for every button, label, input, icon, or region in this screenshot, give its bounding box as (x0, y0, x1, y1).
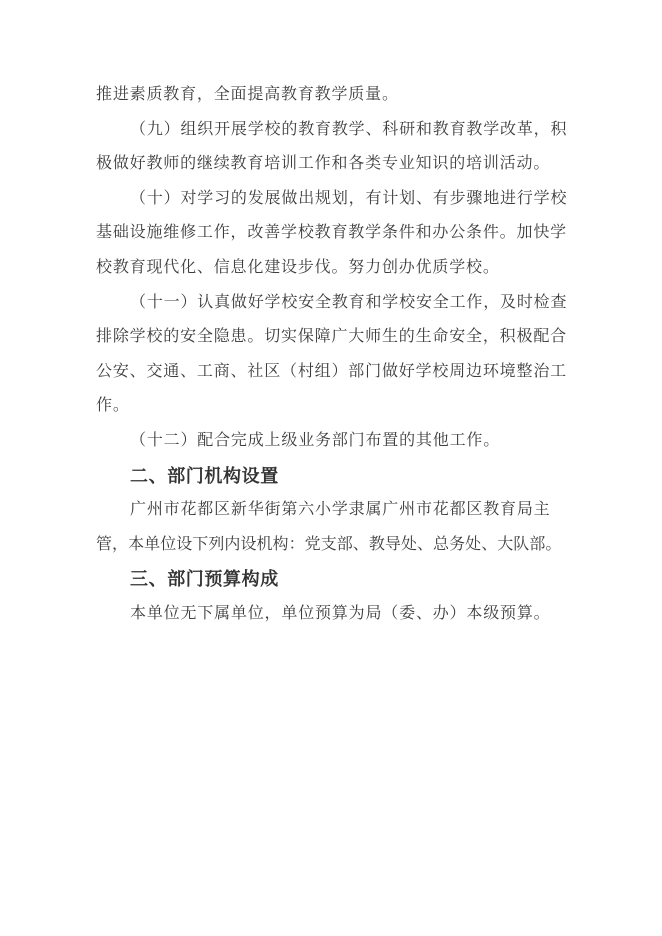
paragraph-line: 极做好教师的继续教育培训工作和各类专业知识的培训活动。 (96, 155, 551, 173)
paragraph-line: （十二）配合完成上级业务部门布置的其他工作。 (130, 431, 501, 449)
paragraph-line: （十一）认真做好学校安全教育和学校安全工作，及时检查 (130, 293, 568, 311)
paragraph-line: 管，本单位设下列内设机构：党支部、教导处、总务处、大队部。 (96, 535, 562, 553)
paragraph-line: 公安、交通、工商、社区（村组）部门做好学校周边环境整治工 (96, 362, 567, 380)
paragraph-line: 基础设施维修工作，改善学校教育教学条件和办公条件。加快学 (96, 224, 567, 242)
paragraph-line: （十）对学习的发展做出规划，有计划、有步骤地进行学校 (130, 189, 568, 207)
section-heading-org: 二、部门机构设置 (130, 465, 279, 486)
paragraph-line: （九）组织开展学校的教育教学、科研和教育教学改革，积 (130, 120, 568, 138)
paragraph-line: 本单位无下属单位，单位预算为局（委、办）本级预算。 (130, 604, 551, 622)
paragraph-line: 广州市花都区新华街第六小学隶属广州市花都区教育局主 (130, 501, 551, 519)
section-heading-budget: 三、部门预算构成 (130, 569, 279, 590)
paragraph-line: 排除学校的安全隐患。切实保障广大师生的生命安全，积极配合 (96, 328, 567, 346)
paragraph-line: 校教育现代化、信息化建设步伐。努力创办优质学校。 (96, 258, 500, 276)
paragraph-line: 作。 (96, 397, 130, 415)
paragraph-line: 推进素质教育，全面提高教育教学质量。 (96, 86, 399, 103)
